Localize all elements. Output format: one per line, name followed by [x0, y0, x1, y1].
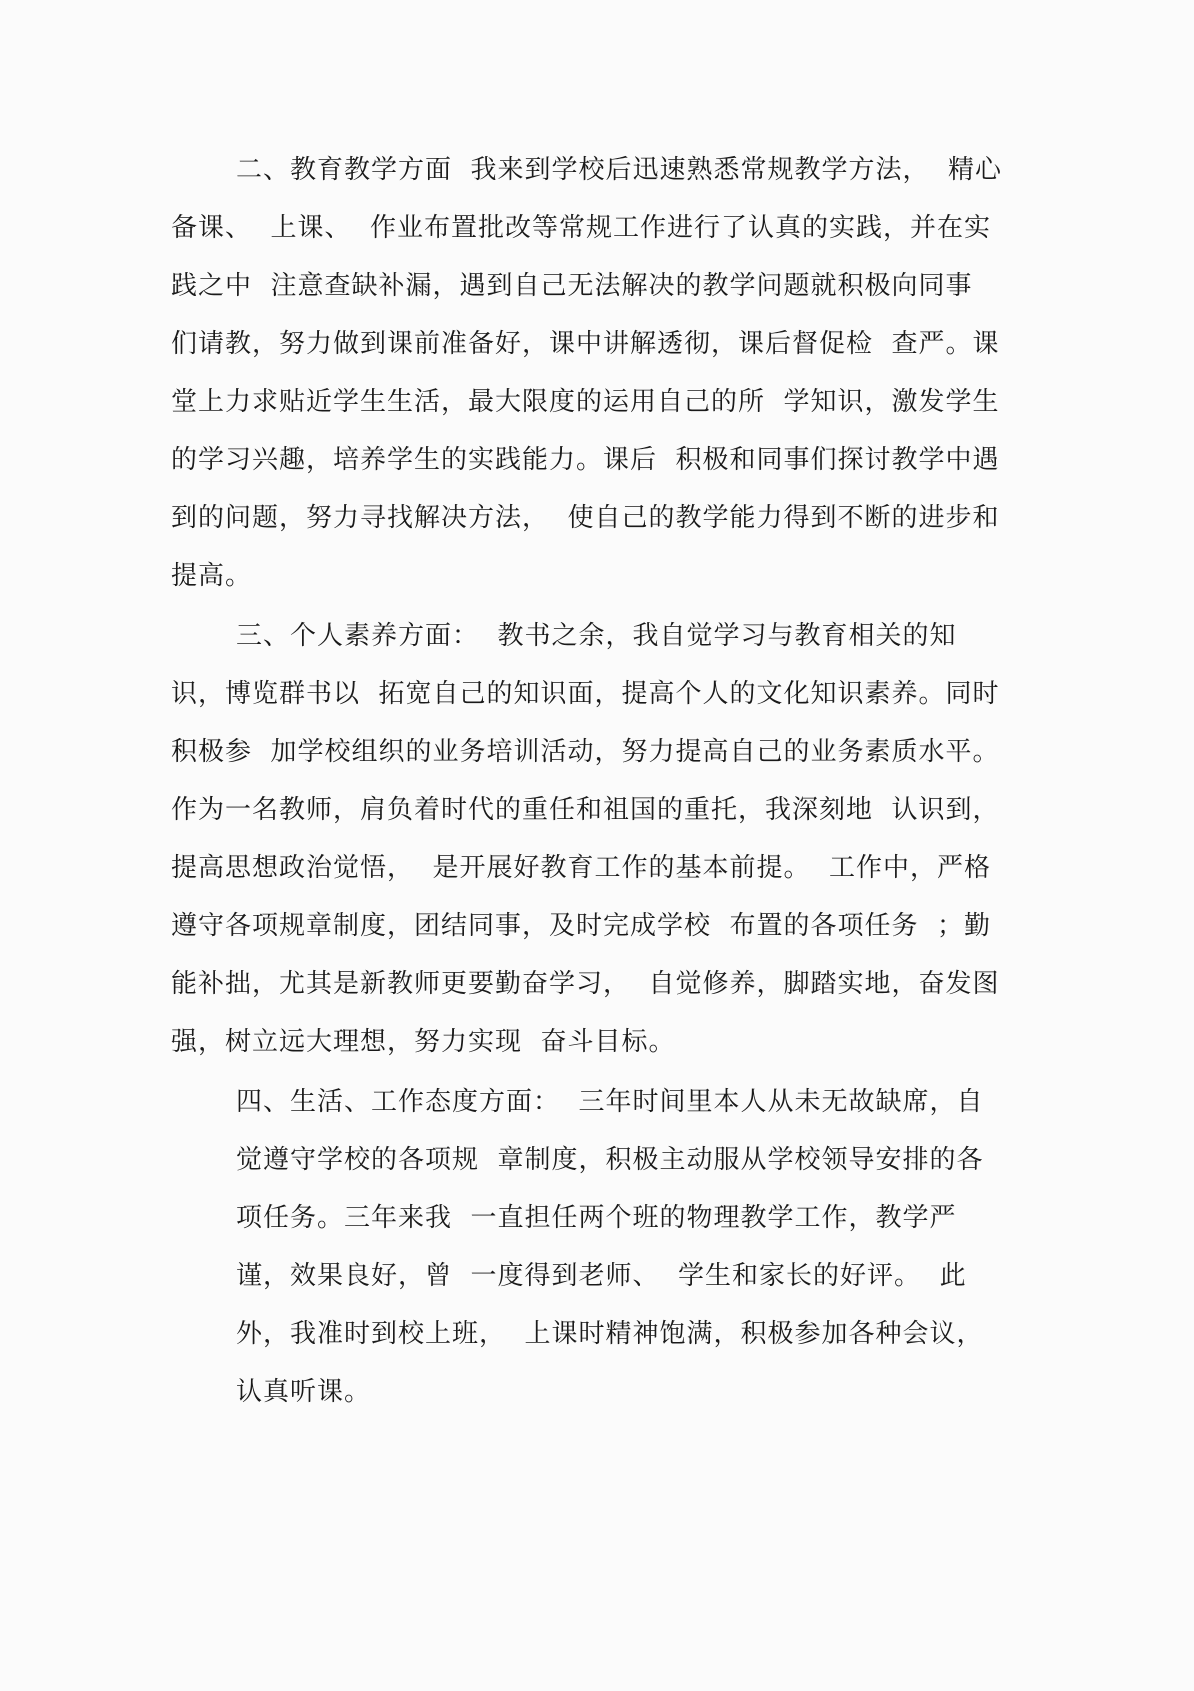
section-attitude-line-4: 谨，效果良好，曾 一度得到老师、 学生和家长的好评。 此 — [236, 1261, 967, 1291]
section-attitude-line-6: 认真听课。 — [236, 1377, 372, 1407]
section-teaching-line-8: 提高。 — [171, 561, 253, 591]
section-personal-line-5: 提高思想政治觉悟， 是开展好教育工作的基本前提。 工作中，严格 — [171, 853, 992, 883]
section-personal-line-2: 识，博览群书以 拓宽自己的知识面，提高个人的文化知识素养。同时 — [171, 679, 1000, 709]
section-personal-line-4: 作为一名教师，肩负着时代的重任和祖国的重托，我深刻地 认识到， — [171, 795, 1000, 825]
section-attitude-line-3: 项任务。三年来我 一直担任两个班的物理教学工作，教学严 — [236, 1203, 957, 1233]
section-teaching-line-2: 备课、 上课、 作业布置批改等常规工作进行了认真的实践，并在实 — [171, 213, 992, 243]
section-personal-line-7: 能补拙，尤其是新教师更要勤奋学习， 自觉修养，脚踏实地，奋发图 — [171, 969, 1000, 999]
section-personal-line-6: 遵守各项规章制度，团结同事，及时完成学校 布置的各项任务 ；勤 — [171, 911, 992, 941]
section-teaching-line-4: 们请教，努力做到课前准备好，课中讲解透彻，课后督促检 查严。课 — [171, 329, 1000, 359]
section-personal-line-8: 强，树立远大理想，努力实现 奋斗目标。 — [171, 1027, 676, 1057]
section-teaching-line-7: 到的问题，努力寻找解决方法， 使自己的教学能力得到不断的进步和 — [171, 503, 1000, 533]
section-teaching-line-3: 践之中 注意查缺补漏，遇到自己无法解决的教学问题就积极向同事 — [171, 271, 973, 301]
section-teaching-line-1: 二、教育教学方面 我来到学校后迅速熟悉常规教学方法， 精心 — [236, 155, 1003, 185]
section-attitude-line-5: 外，我准时到校上班， 上课时精神饱满，积极参加各种会议， — [236, 1319, 984, 1349]
section-teaching-line-6: 的学习兴趣，培养学生的实践能力。课后 积极和同事们探讨教学中遇 — [171, 445, 1000, 475]
section-teaching-line-5: 堂上力求贴近学生生活，最大限度的运用自己的所 学知识，激发学生 — [171, 387, 1000, 417]
section-personal-line-3: 积极参 加学校组织的业务培训活动，努力提高自己的业务素质水平。 — [171, 737, 1000, 767]
section-attitude-line-2: 觉遵守学校的各项规 章制度，积极主动服从学校领导安排的各 — [236, 1145, 984, 1175]
section-personal-line-1: 三、个人素养方面： 教书之余，我自觉学习与教育相关的知 — [236, 621, 957, 651]
section-attitude-line-1: 四、生活、工作态度方面： 三年时间里本人从未无故缺席，自 — [236, 1087, 984, 1117]
